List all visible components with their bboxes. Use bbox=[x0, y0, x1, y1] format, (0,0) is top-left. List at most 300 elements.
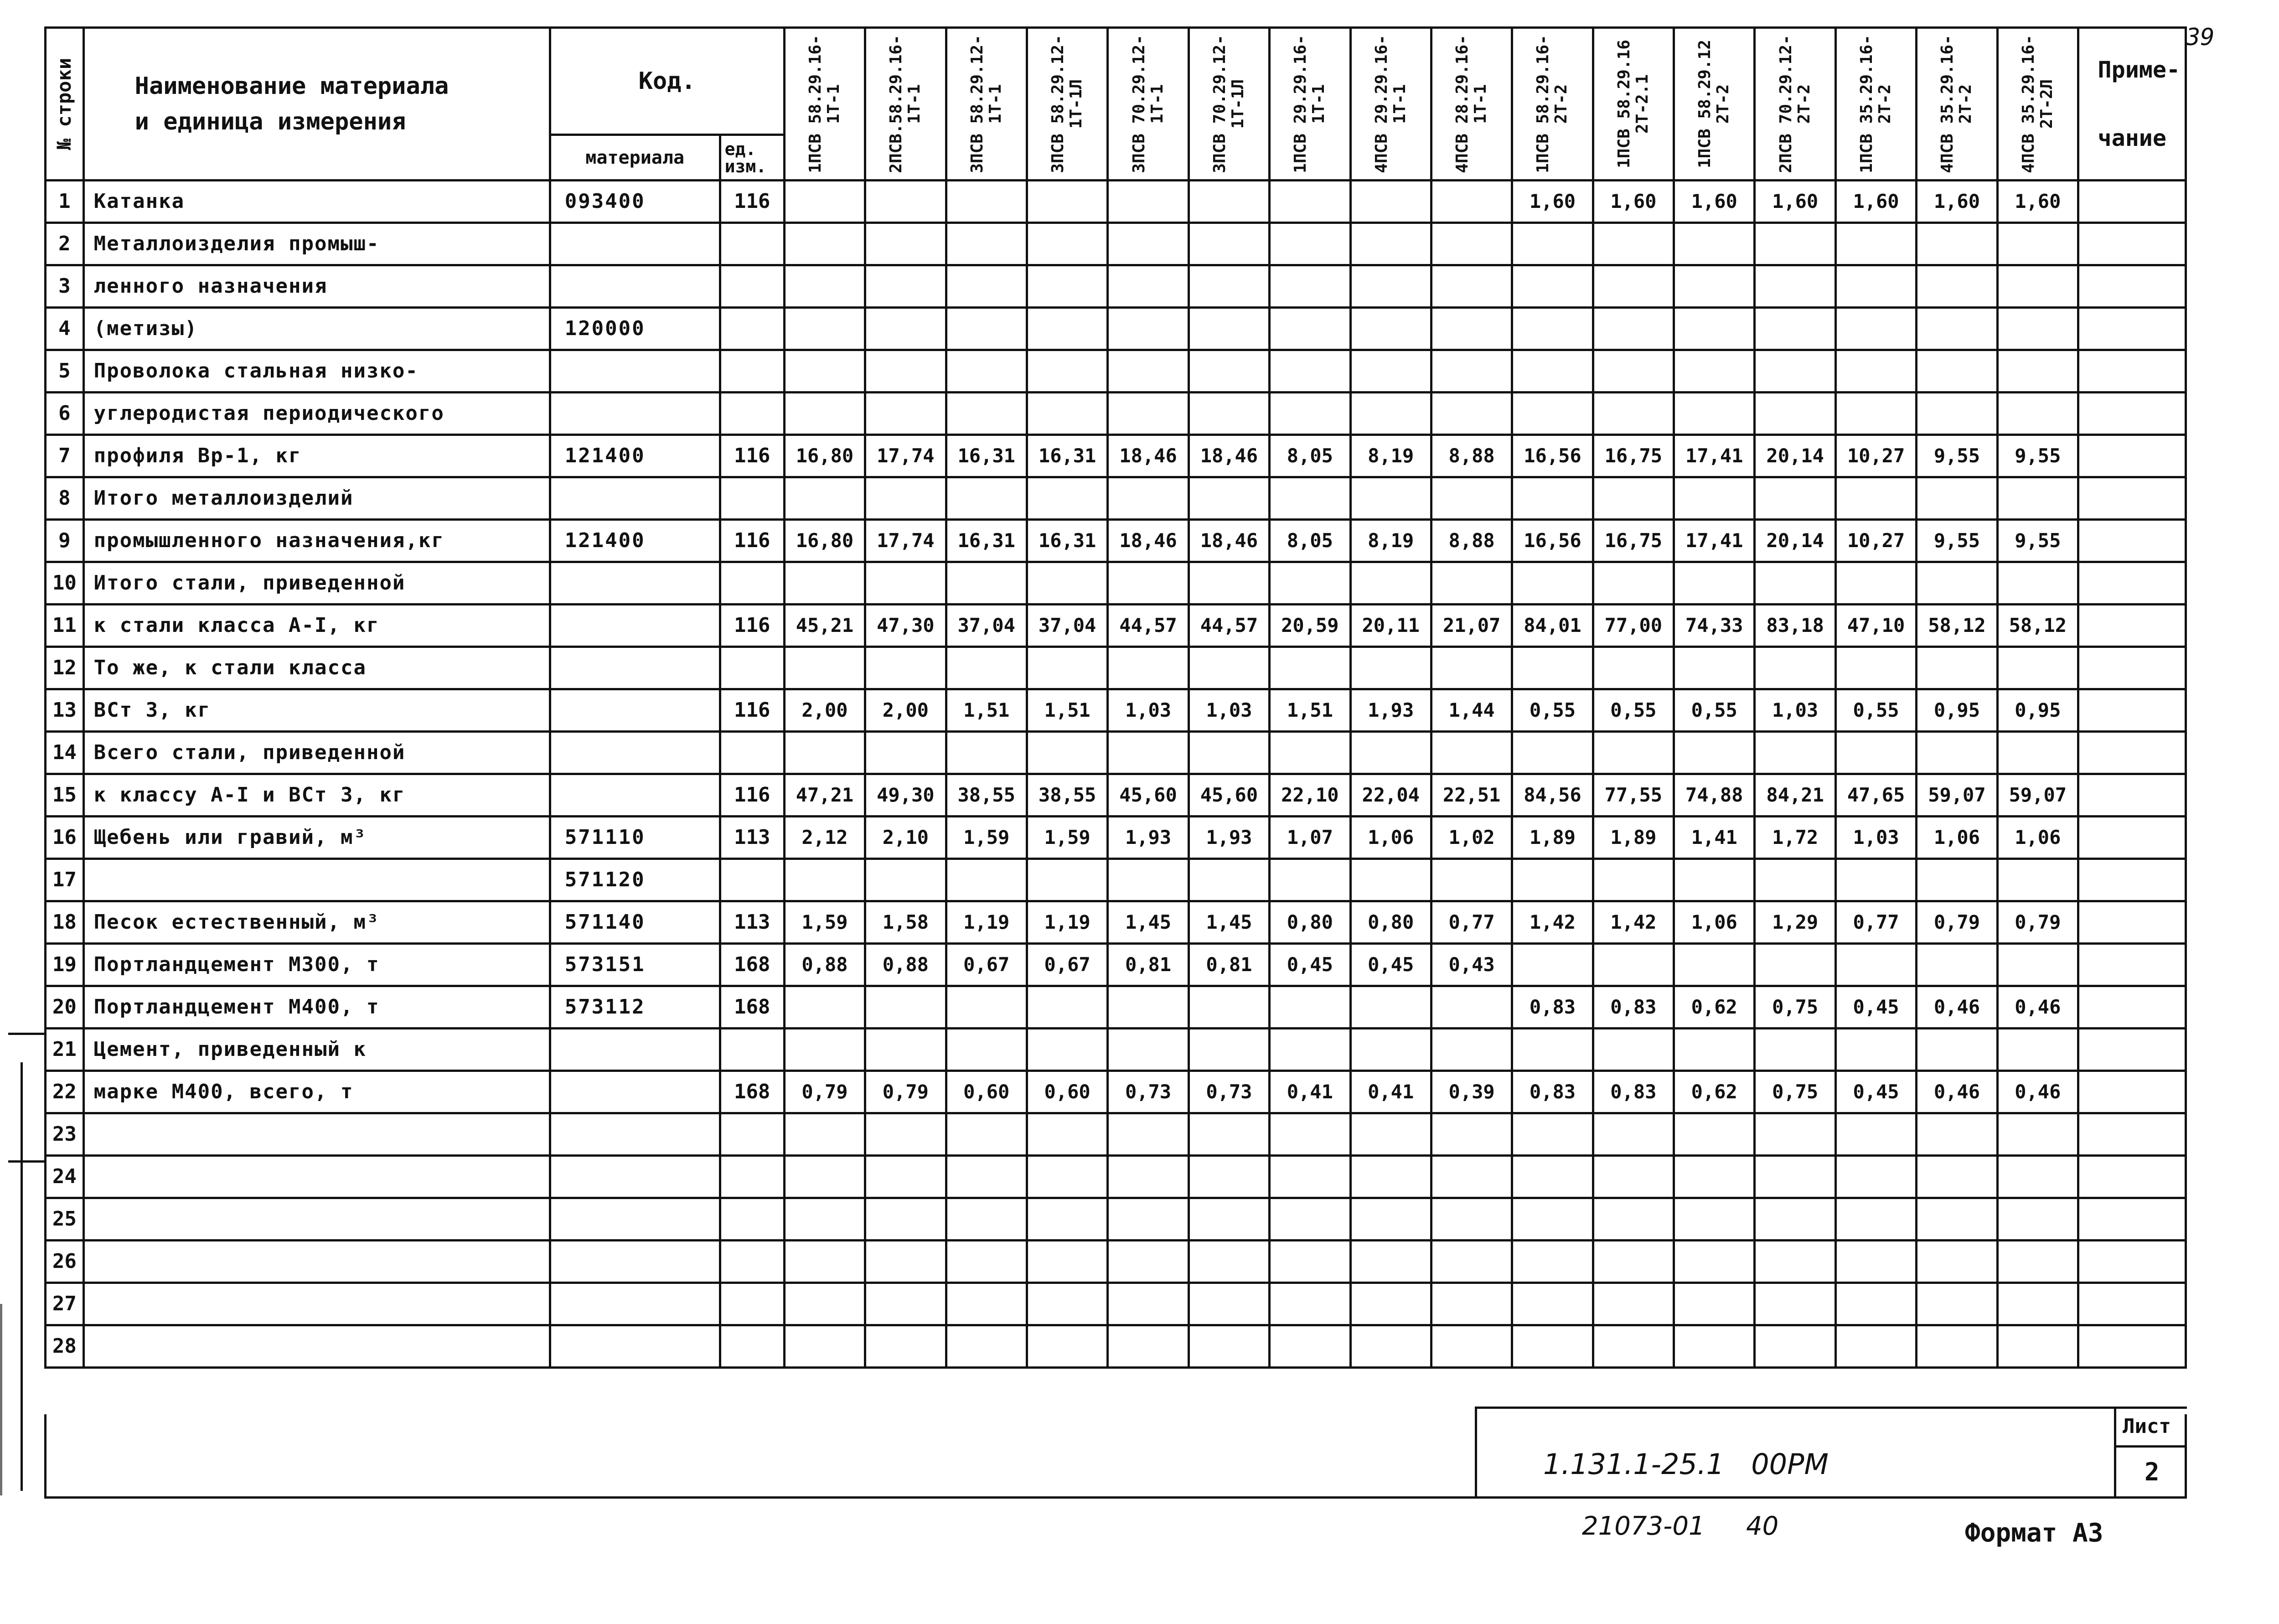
quantity-cell bbox=[784, 859, 865, 901]
material-name: ленного назначения bbox=[83, 265, 550, 308]
quantity-cell bbox=[865, 859, 946, 901]
unit-code bbox=[720, 859, 784, 901]
quantity-cell: 74,88 bbox=[1674, 774, 1755, 817]
quantity-cell: 9,55 bbox=[1997, 435, 2078, 477]
quantity-cell bbox=[784, 265, 865, 308]
quantity-cell: 8,88 bbox=[1431, 435, 1512, 477]
quantity-cell bbox=[784, 393, 865, 435]
quantity-cell: 0,60 bbox=[946, 1071, 1027, 1113]
quantity-cell bbox=[1431, 265, 1512, 308]
header-product-16: 4ПСВ 35.29.16- 2Т-2Л bbox=[1997, 28, 2078, 181]
note-cell bbox=[2078, 774, 2186, 817]
material-name bbox=[83, 1325, 550, 1368]
quantity-cell bbox=[1350, 393, 1431, 435]
quantity-cell bbox=[1027, 1283, 1107, 1325]
sheet-number: 2 bbox=[2145, 1458, 2160, 1486]
quantity-cell: 47,10 bbox=[1835, 605, 1916, 647]
table-row bbox=[46, 308, 2186, 350]
quantity-cell bbox=[946, 223, 1027, 265]
quantity-cell bbox=[1027, 265, 1107, 308]
note-cell bbox=[2078, 1325, 2186, 1368]
quantity-cell: 58,12 bbox=[1997, 605, 2078, 647]
quantity-cell bbox=[1835, 350, 1916, 393]
quantity-cell bbox=[1512, 308, 1593, 350]
quantity-cell bbox=[1593, 350, 1674, 393]
quantity-cell: 0,46 bbox=[1997, 986, 2078, 1029]
quantity-cell bbox=[1917, 477, 1997, 520]
quantity-cell: 1,19 bbox=[1027, 901, 1107, 944]
material-name: Итого металлоизделий bbox=[83, 477, 550, 520]
quantity-cell: 0,43 bbox=[1431, 944, 1512, 986]
quantity-cell bbox=[946, 181, 1027, 223]
quantity-cell bbox=[1917, 859, 1997, 901]
note-cell bbox=[2078, 1241, 2186, 1283]
quantity-cell bbox=[1350, 181, 1431, 223]
quantity-cell: 44,57 bbox=[1108, 605, 1189, 647]
quantity-cell bbox=[865, 181, 946, 223]
quantity-cell bbox=[1270, 308, 1350, 350]
quantity-cell bbox=[1270, 1156, 1350, 1198]
material-code bbox=[550, 1325, 720, 1368]
quantity-cell bbox=[1835, 1198, 1916, 1241]
quantity-cell bbox=[1674, 1198, 1755, 1241]
quantity-cell: 8,19 bbox=[1350, 435, 1431, 477]
header-product-11: 1ПСВ 58.29.16 2Т-2.1 bbox=[1593, 28, 1674, 181]
quantity-cell bbox=[1755, 1113, 1835, 1156]
quantity-cell bbox=[1593, 308, 1674, 350]
quantity-cell bbox=[1997, 859, 2078, 901]
quantity-cell bbox=[1270, 1283, 1350, 1325]
quantity-cell: 18,46 bbox=[1189, 520, 1269, 562]
material-code bbox=[550, 605, 720, 647]
row-number: 23 bbox=[46, 1113, 84, 1156]
quantity-cell: 1,03 bbox=[1189, 689, 1269, 732]
quantity-cell: 1,03 bbox=[1755, 689, 1835, 732]
quantity-cell bbox=[1350, 1325, 1431, 1368]
quantity-cell bbox=[1270, 562, 1350, 605]
quantity-cell: 0,46 bbox=[1997, 1071, 2078, 1113]
table-row bbox=[46, 944, 2186, 986]
material-name: углеродистая периодического bbox=[83, 393, 550, 435]
quantity-cell: 1,72 bbox=[1755, 817, 1835, 859]
quantity-cell bbox=[1431, 1029, 1512, 1071]
quantity-cell bbox=[1270, 393, 1350, 435]
quantity-cell: 1,07 bbox=[1270, 817, 1350, 859]
material-code bbox=[550, 1198, 720, 1241]
note-cell bbox=[2078, 944, 2186, 986]
row-number: 5 bbox=[46, 350, 84, 393]
quantity-cell bbox=[1350, 265, 1431, 308]
quantity-cell: 9,55 bbox=[1917, 435, 1997, 477]
materials-table bbox=[44, 26, 2187, 1369]
material-code bbox=[550, 732, 720, 774]
margin-line bbox=[8, 1160, 45, 1163]
quantity-cell bbox=[1270, 1198, 1350, 1241]
quantity-cell bbox=[1674, 647, 1755, 689]
quantity-cell bbox=[946, 986, 1027, 1029]
note-cell bbox=[2078, 1029, 2186, 1071]
quantity-cell bbox=[1917, 1156, 1997, 1198]
quantity-cell bbox=[1997, 477, 2078, 520]
quantity-cell bbox=[1512, 477, 1593, 520]
quantity-cell bbox=[1108, 181, 1189, 223]
quantity-cell bbox=[1512, 1113, 1593, 1156]
quantity-cell bbox=[1350, 1113, 1431, 1156]
quantity-cell bbox=[1512, 1029, 1593, 1071]
note-cell bbox=[2078, 181, 2186, 223]
quantity-cell: 0,67 bbox=[1027, 944, 1107, 986]
quantity-cell bbox=[1674, 265, 1755, 308]
quantity-cell: 45,60 bbox=[1108, 774, 1189, 817]
inventory-number: 21073-01 bbox=[1582, 1511, 1705, 1541]
quantity-cell bbox=[1997, 1113, 2078, 1156]
quantity-cell bbox=[1108, 562, 1189, 605]
quantity-cell bbox=[1997, 1325, 2078, 1368]
quantity-cell: 1,93 bbox=[1189, 817, 1269, 859]
quantity-cell: 0,46 bbox=[1917, 1071, 1997, 1113]
quantity-cell: 8,88 bbox=[1431, 520, 1512, 562]
quantity-cell bbox=[1674, 477, 1755, 520]
quantity-cell bbox=[1755, 477, 1835, 520]
quantity-cell bbox=[1108, 1325, 1189, 1368]
quantity-cell: 0,41 bbox=[1350, 1071, 1431, 1113]
material-name: к классу А-I и ВСт 3, кг bbox=[83, 774, 550, 817]
quantity-cell bbox=[1108, 732, 1189, 774]
quantity-cell: 0,77 bbox=[1431, 901, 1512, 944]
quantity-cell bbox=[1835, 562, 1916, 605]
quantity-cell bbox=[1189, 477, 1269, 520]
quantity-cell: 2,00 bbox=[865, 689, 946, 732]
quantity-cell bbox=[865, 1113, 946, 1156]
quantity-cell bbox=[1755, 859, 1835, 901]
quantity-cell bbox=[1270, 350, 1350, 393]
quantity-cell: 47,30 bbox=[865, 605, 946, 647]
header-product-4: 3ПСВ 58.29.12- 1Т-1Л bbox=[1027, 28, 1107, 181]
quantity-cell bbox=[946, 647, 1027, 689]
note-cell bbox=[2078, 562, 2186, 605]
quantity-cell bbox=[1108, 1241, 1189, 1283]
quantity-cell bbox=[865, 1198, 946, 1241]
quantity-cell: 38,55 bbox=[946, 774, 1027, 817]
quantity-cell: 77,55 bbox=[1593, 774, 1674, 817]
quantity-cell: 16,56 bbox=[1512, 520, 1593, 562]
unit-code bbox=[720, 1113, 784, 1156]
quantity-cell: 1,06 bbox=[1997, 817, 2078, 859]
quantity-cell bbox=[1674, 1113, 1755, 1156]
quantity-cell bbox=[784, 732, 865, 774]
quantity-cell bbox=[1189, 1113, 1269, 1156]
table-row bbox=[46, 1241, 2186, 1283]
quantity-cell: 0,95 bbox=[1997, 689, 2078, 732]
quantity-cell: 0,60 bbox=[1027, 1071, 1107, 1113]
quantity-cell bbox=[1512, 859, 1593, 901]
table-row bbox=[46, 1029, 2186, 1071]
quantity-cell: 37,04 bbox=[1027, 605, 1107, 647]
quantity-cell bbox=[1917, 350, 1997, 393]
material-name: Итого стали, приведенной bbox=[83, 562, 550, 605]
quantity-cell bbox=[865, 1283, 946, 1325]
material-code bbox=[550, 1113, 720, 1156]
quantity-cell: 9,55 bbox=[1997, 520, 2078, 562]
unit-code: 116 bbox=[720, 774, 784, 817]
quantity-cell bbox=[784, 647, 865, 689]
material-code bbox=[550, 1241, 720, 1283]
table-row bbox=[46, 562, 2186, 605]
note-cell bbox=[2078, 901, 2186, 944]
quantity-cell bbox=[1512, 350, 1593, 393]
quantity-cell: 0,83 bbox=[1512, 986, 1593, 1029]
quantity-cell: 0,45 bbox=[1835, 986, 1916, 1029]
quantity-cell: 16,31 bbox=[1027, 520, 1107, 562]
quantity-cell bbox=[1593, 1156, 1674, 1198]
quantity-cell: 1,60 bbox=[1512, 181, 1593, 223]
quantity-cell bbox=[1755, 223, 1835, 265]
quantity-cell: 45,60 bbox=[1189, 774, 1269, 817]
material-code: 571110 bbox=[550, 817, 720, 859]
quantity-cell bbox=[1835, 859, 1916, 901]
material-name: Щебень или гравий, м³ bbox=[83, 817, 550, 859]
row-number: 11 bbox=[46, 605, 84, 647]
quantity-cell bbox=[1189, 1325, 1269, 1368]
quantity-cell bbox=[1997, 393, 2078, 435]
material-code bbox=[550, 647, 720, 689]
row-number: 19 bbox=[46, 944, 84, 986]
material-code bbox=[550, 1029, 720, 1071]
quantity-cell: 0,83 bbox=[1512, 1071, 1593, 1113]
quantity-cell bbox=[1431, 986, 1512, 1029]
quantity-cell: 1,42 bbox=[1593, 901, 1674, 944]
material-name bbox=[83, 1198, 550, 1241]
unit-code: 116 bbox=[720, 605, 784, 647]
quantity-cell bbox=[1997, 562, 2078, 605]
quantity-cell: 0,55 bbox=[1835, 689, 1916, 732]
note-cell bbox=[2078, 265, 2186, 308]
quantity-cell: 47,65 bbox=[1835, 774, 1916, 817]
quantity-cell bbox=[1997, 223, 2078, 265]
quantity-cell: 1,19 bbox=[946, 901, 1027, 944]
material-name: Песок естественный, м³ bbox=[83, 901, 550, 944]
material-name: профиля Вр-1, кг bbox=[83, 435, 550, 477]
quantity-cell bbox=[1835, 477, 1916, 520]
quantity-cell bbox=[1512, 1283, 1593, 1325]
note-cell bbox=[2078, 986, 2186, 1029]
quantity-cell: 1,89 bbox=[1593, 817, 1674, 859]
note-cell bbox=[2078, 1156, 2186, 1198]
quantity-cell bbox=[1350, 1029, 1431, 1071]
quantity-cell bbox=[1674, 1241, 1755, 1283]
row-number: 26 bbox=[46, 1241, 84, 1283]
header-product-15: 4ПСВ 35.29.16- 2Т-2 bbox=[1917, 28, 1997, 181]
material-name: Всего стали, приведенной bbox=[83, 732, 550, 774]
quantity-cell: 1,59 bbox=[1027, 817, 1107, 859]
quantity-cell: 0,81 bbox=[1108, 944, 1189, 986]
quantity-cell bbox=[1270, 265, 1350, 308]
material-name: ВСт 3, кг bbox=[83, 689, 550, 732]
quantity-cell: 16,75 bbox=[1593, 435, 1674, 477]
quantity-cell: 0,75 bbox=[1755, 1071, 1835, 1113]
table-row bbox=[46, 901, 2186, 944]
row-number: 17 bbox=[46, 859, 84, 901]
material-name: промышленного назначения,кг bbox=[83, 520, 550, 562]
quantity-cell bbox=[1674, 732, 1755, 774]
quantity-cell: 0,46 bbox=[1917, 986, 1997, 1029]
quantity-cell: 0,55 bbox=[1512, 689, 1593, 732]
material-code bbox=[550, 350, 720, 393]
material-name: Цемент, приведенный к bbox=[83, 1029, 550, 1071]
unit-code: 113 bbox=[720, 901, 784, 944]
quantity-cell: 77,00 bbox=[1593, 605, 1674, 647]
material-code: 121400 bbox=[550, 435, 720, 477]
quantity-cell: 16,56 bbox=[1512, 435, 1593, 477]
note-cell bbox=[2078, 689, 2186, 732]
quantity-cell: 16,31 bbox=[946, 520, 1027, 562]
quantity-cell bbox=[865, 732, 946, 774]
quantity-cell bbox=[1593, 1283, 1674, 1325]
header-product-5: 3ПСВ 70.29.12- 1Т-1 bbox=[1108, 28, 1189, 181]
row-number: 3 bbox=[46, 265, 84, 308]
header-row-number: № строки bbox=[46, 28, 84, 181]
quantity-cell: 84,56 bbox=[1512, 774, 1593, 817]
quantity-cell bbox=[1593, 859, 1674, 901]
quantity-cell bbox=[946, 265, 1027, 308]
quantity-cell bbox=[946, 477, 1027, 520]
quantity-cell bbox=[1027, 477, 1107, 520]
note-cell bbox=[2078, 435, 2186, 477]
row-number: 25 bbox=[46, 1198, 84, 1241]
quantity-cell bbox=[1835, 1241, 1916, 1283]
quantity-cell: 10,27 bbox=[1835, 520, 1916, 562]
unit-code bbox=[720, 308, 784, 350]
unit-code bbox=[720, 393, 784, 435]
quantity-cell bbox=[946, 732, 1027, 774]
quantity-cell bbox=[1431, 1283, 1512, 1325]
quantity-cell bbox=[784, 308, 865, 350]
table-row bbox=[46, 435, 2186, 477]
quantity-cell bbox=[1431, 181, 1512, 223]
table-row bbox=[46, 647, 2186, 689]
quantity-cell bbox=[1027, 1156, 1107, 1198]
quantity-cell bbox=[1189, 986, 1269, 1029]
quantity-cell: 0,39 bbox=[1431, 1071, 1512, 1113]
quantity-cell bbox=[1835, 308, 1916, 350]
quantity-cell bbox=[1512, 1156, 1593, 1198]
quantity-cell bbox=[1593, 732, 1674, 774]
note-cell bbox=[2078, 605, 2186, 647]
quantity-cell: 37,04 bbox=[946, 605, 1027, 647]
quantity-cell: 10,27 bbox=[1835, 435, 1916, 477]
quantity-cell: 1,89 bbox=[1512, 817, 1593, 859]
table-row bbox=[46, 1156, 2186, 1198]
quantity-cell bbox=[1431, 1113, 1512, 1156]
quantity-cell: 0,83 bbox=[1593, 1071, 1674, 1113]
table-row bbox=[46, 181, 2186, 223]
quantity-cell bbox=[1350, 1156, 1431, 1198]
quantity-cell: 1,60 bbox=[1917, 181, 1997, 223]
quantity-cell: 0,62 bbox=[1674, 1071, 1755, 1113]
quantity-cell: 59,07 bbox=[1997, 774, 2078, 817]
quantity-cell bbox=[784, 181, 865, 223]
quantity-cell bbox=[1917, 1283, 1997, 1325]
table-row bbox=[46, 732, 2186, 774]
quantity-cell: 0,75 bbox=[1755, 986, 1835, 1029]
quantity-cell bbox=[1593, 265, 1674, 308]
note-cell bbox=[2078, 817, 2186, 859]
quantity-cell bbox=[865, 1156, 946, 1198]
quantity-cell bbox=[1512, 732, 1593, 774]
header-product-13: 2ПСВ 70.29.12- 2Т-2 bbox=[1755, 28, 1835, 181]
material-name: к стали класса А-I, кг bbox=[83, 605, 550, 647]
quantity-cell: 1,42 bbox=[1512, 901, 1593, 944]
unit-code bbox=[720, 562, 784, 605]
quantity-cell bbox=[1027, 308, 1107, 350]
quantity-cell bbox=[1189, 223, 1269, 265]
quantity-cell bbox=[1350, 986, 1431, 1029]
quantity-cell bbox=[1350, 1241, 1431, 1283]
margin-line bbox=[21, 1062, 23, 1491]
quantity-cell bbox=[1917, 1325, 1997, 1368]
table-row bbox=[46, 859, 2186, 901]
row-number: 21 bbox=[46, 1029, 84, 1071]
quantity-cell: 0,80 bbox=[1350, 901, 1431, 944]
note-cell bbox=[2078, 477, 2186, 520]
quantity-cell: 8,05 bbox=[1270, 435, 1350, 477]
quantity-cell bbox=[946, 308, 1027, 350]
quantity-cell bbox=[1997, 1156, 2078, 1198]
quantity-cell bbox=[1755, 350, 1835, 393]
unit-code bbox=[720, 1241, 784, 1283]
quantity-cell bbox=[1917, 562, 1997, 605]
quantity-cell bbox=[1431, 1241, 1512, 1283]
quantity-cell bbox=[865, 647, 946, 689]
quantity-cell bbox=[946, 350, 1027, 393]
quantity-cell bbox=[1674, 562, 1755, 605]
quantity-cell: 21,07 bbox=[1431, 605, 1512, 647]
quantity-cell bbox=[1755, 1283, 1835, 1325]
quantity-cell bbox=[1512, 647, 1593, 689]
quantity-cell bbox=[1027, 647, 1107, 689]
quantity-cell bbox=[1593, 1029, 1674, 1071]
quantity-cell: 1,02 bbox=[1431, 817, 1512, 859]
quantity-cell: 0,88 bbox=[865, 944, 946, 986]
quantity-cell bbox=[946, 393, 1027, 435]
row-number: 22 bbox=[46, 1071, 84, 1113]
quantity-cell: 20,11 bbox=[1350, 605, 1431, 647]
quantity-cell: 1,60 bbox=[1997, 181, 2078, 223]
quantity-cell bbox=[1997, 1198, 2078, 1241]
page-number: 39 bbox=[2186, 24, 2215, 51]
quantity-cell bbox=[1270, 1029, 1350, 1071]
quantity-cell bbox=[1997, 1029, 2078, 1071]
material-name: Катанка bbox=[83, 181, 550, 223]
quantity-cell bbox=[1917, 223, 1997, 265]
quantity-cell bbox=[1027, 1325, 1107, 1368]
sheet-divider bbox=[2116, 1445, 2187, 1448]
quantity-cell bbox=[1917, 1113, 1997, 1156]
quantity-cell bbox=[1189, 393, 1269, 435]
quantity-cell: 20,14 bbox=[1755, 435, 1835, 477]
quantity-cell bbox=[1431, 647, 1512, 689]
quantity-cell: 1,59 bbox=[784, 901, 865, 944]
unit-code bbox=[720, 647, 784, 689]
note-cell bbox=[2078, 308, 2186, 350]
sheet-label: Лист bbox=[2123, 1415, 2171, 1438]
quantity-cell bbox=[1189, 859, 1269, 901]
quantity-cell bbox=[1189, 647, 1269, 689]
quantity-cell bbox=[1755, 1325, 1835, 1368]
quantity-cell bbox=[1027, 986, 1107, 1029]
quantity-cell bbox=[1431, 732, 1512, 774]
quantity-cell bbox=[946, 1283, 1027, 1325]
